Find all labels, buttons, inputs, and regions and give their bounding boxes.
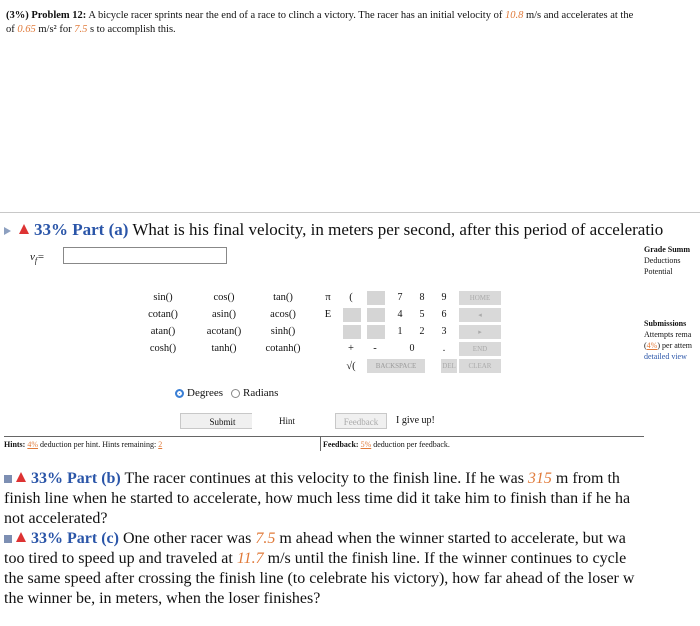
fn-atan[interactable]: atan() [150, 326, 176, 337]
home-key[interactable]: HOME [459, 291, 501, 305]
left-arrow-key[interactable]: ◂ [459, 308, 501, 322]
part-c-text: too tired to speed up and traveled at [4, 550, 233, 567]
var-label: v [30, 251, 35, 263]
part-a-percent: 33% [34, 220, 68, 239]
plus-key[interactable]: + [348, 343, 354, 354]
hint-text: deduction per hint. Hints remaining: [40, 440, 157, 449]
part-c-line-1 [4, 529, 700, 549]
grade-summary-title: Grade Summ [644, 245, 690, 254]
detailed-view-link[interactable]: detailed view [644, 352, 687, 361]
submissions-title: Submissions [644, 319, 687, 328]
part-b-line-3: not accelerated? [4, 510, 108, 527]
degrees-label: Degrees [187, 387, 224, 399]
part-c-label: Part (c) [67, 530, 119, 547]
radians-option[interactable] [231, 387, 278, 399]
var-sub: f [34, 256, 38, 266]
collapsed-part-icon[interactable] [4, 535, 12, 543]
submit-button[interactable]: Submit [180, 413, 265, 429]
part-b-label: Part (b) [67, 470, 121, 487]
divider [4, 436, 644, 437]
submissions-panel [644, 318, 692, 362]
clear-key[interactable]: CLEAR [459, 359, 501, 373]
initial-velocity-value: 10.8 [504, 10, 524, 21]
multiply-key[interactable] [367, 325, 385, 339]
attempts-remaining: Attempts rema [644, 330, 692, 339]
problem-label: (3%) Problem 12: [6, 10, 87, 21]
degrees-option[interactable] [175, 387, 223, 399]
problem-line-2 [6, 23, 176, 37]
close-paren-key[interactable] [367, 291, 385, 305]
potential-label: Potential [644, 267, 673, 276]
part-b-text: m from th [555, 470, 620, 487]
feedback-pct: 5% [360, 440, 372, 449]
hints-remaining: 2 [158, 440, 163, 449]
minus-key[interactable]: - [373, 343, 377, 354]
fn-cotanh[interactable]: cotanh() [265, 343, 301, 354]
digit-0-key[interactable]: 0 [401, 342, 423, 356]
per-attempt-text: per attem [662, 341, 692, 350]
fn-acotan[interactable]: acotan() [206, 326, 242, 337]
remaining-parts [4, 469, 700, 609]
paren-open-key[interactable]: ( [349, 292, 353, 303]
del-key[interactable]: DEL [441, 359, 457, 373]
divider [320, 437, 321, 451]
fn-cos[interactable]: cos() [213, 292, 235, 303]
fn-cotan[interactable]: cotan() [148, 309, 178, 320]
feedback-label: Feedback: [323, 440, 359, 449]
ahead-distance-value: 7.5 [255, 530, 276, 547]
problem-text: m/s² for [38, 24, 72, 35]
fn-sinh[interactable]: sinh() [270, 326, 296, 337]
paren: ( [644, 341, 647, 350]
feedback-info [323, 440, 450, 449]
digit-2-key[interactable]: 2 [413, 325, 431, 339]
part-c-line-3: the same speed after crossing the finish line (to celebrate his victory), how far ahead of the loser w [4, 570, 635, 587]
part-b-line-2: finish line when he started to accelerate, how much less time did it take him to finish than if he ha [4, 490, 631, 507]
fn-sin[interactable]: sin() [153, 292, 173, 303]
fn-acos[interactable]: acos() [270, 309, 296, 320]
acceleration-value: 0.65 [17, 24, 36, 35]
radio-unselected-icon[interactable] [231, 389, 240, 398]
paren: ) [657, 341, 661, 350]
radians-label: Radians [243, 387, 279, 399]
part-b-percent: 33% [31, 470, 63, 487]
divider [0, 212, 700, 213]
answer-variable-label [30, 251, 45, 265]
collapsed-part-icon[interactable] [4, 475, 12, 483]
right-arrow-key[interactable]: ▸ [459, 325, 501, 339]
give-up-button[interactable]: I give up! [396, 415, 435, 426]
digit-5-key[interactable]: 5 [413, 308, 431, 322]
e-key[interactable]: E [324, 309, 332, 320]
digit-3-key[interactable]: 3 [435, 325, 453, 339]
expand-triangle-icon[interactable] [4, 227, 11, 235]
digit-9-key[interactable]: 9 [435, 291, 453, 305]
part-c-text: m ahead when the winner started to accelerate, but wa [279, 530, 626, 547]
problem-statement [6, 9, 700, 35]
per-attempt-pct: 4% [646, 341, 658, 350]
divide-key[interactable] [343, 325, 361, 339]
up-arrow-key[interactable] [343, 308, 361, 322]
feedback-text: deduction per feedback. [373, 440, 450, 449]
time-value: 7.5 [74, 24, 88, 35]
hints-label: Hints: [4, 440, 26, 449]
radio-selected-icon[interactable] [175, 389, 184, 398]
digit-1-key[interactable]: 1 [391, 325, 409, 339]
warning-icon [16, 532, 26, 542]
warning-icon [16, 472, 26, 482]
problem-text: m/s and accelerates at the [525, 10, 634, 21]
hint-pct: 4% [27, 440, 39, 449]
feedback-button[interactable]: Feedback [335, 413, 387, 429]
fn-tanh[interactable]: tanh() [211, 343, 237, 354]
answer-input[interactable] [63, 247, 227, 264]
part-b-text: The racer continues at this velocity to the finish line. If he was [124, 470, 524, 487]
part-c-text: m/s until the finish line. If the winner continues to cycle [267, 550, 627, 567]
digit-4-key[interactable]: 4 [391, 308, 409, 322]
part-a-label: Part (a) [72, 220, 129, 239]
part-b-line-1 [4, 469, 700, 489]
part-c-text: One other racer was [122, 530, 252, 547]
part-c-percent: 33% [31, 530, 63, 547]
digit-8-key[interactable]: 8 [413, 291, 431, 305]
digit-6-key[interactable]: 6 [435, 308, 453, 322]
backslash-key[interactable] [367, 308, 385, 322]
decimal-key[interactable]: . [435, 342, 453, 356]
distance-value: 315 [527, 470, 552, 487]
grade-summary [644, 244, 690, 277]
hints-info [4, 440, 162, 449]
digit-7-key[interactable]: 7 [391, 291, 409, 305]
part-c-line-2 [4, 549, 700, 569]
hint-button[interactable]: Hint [252, 413, 322, 429]
problem-text: A bicycle racer sprints near the end of a race to clinch a victory. The racer has an initial velocity of [88, 10, 503, 21]
part-c-line-4: the winner be, in meters, when the loser finishes? [4, 590, 321, 607]
end-key[interactable]: END [459, 342, 501, 356]
problem-text: of [6, 24, 15, 35]
fn-cosh[interactable]: cosh() [149, 343, 177, 354]
fn-asin[interactable]: asin() [212, 309, 236, 320]
fn-tan[interactable]: tan() [273, 292, 293, 303]
loser-speed-value: 11.7 [236, 550, 264, 567]
part-a-header [4, 220, 700, 242]
sqrt-key[interactable]: √( [346, 361, 356, 372]
var-eq: = [37, 251, 45, 263]
problem-text: s to accomplish this. [89, 24, 176, 35]
part-a-question: What is his final velocity, in meters per second, after this period of acceleratio [132, 220, 664, 239]
backspace-key[interactable]: BACKSPACE [367, 359, 425, 373]
deductions-label: Deductions [644, 256, 681, 265]
pi-key[interactable]: π [325, 292, 331, 303]
warning-icon [19, 224, 29, 234]
